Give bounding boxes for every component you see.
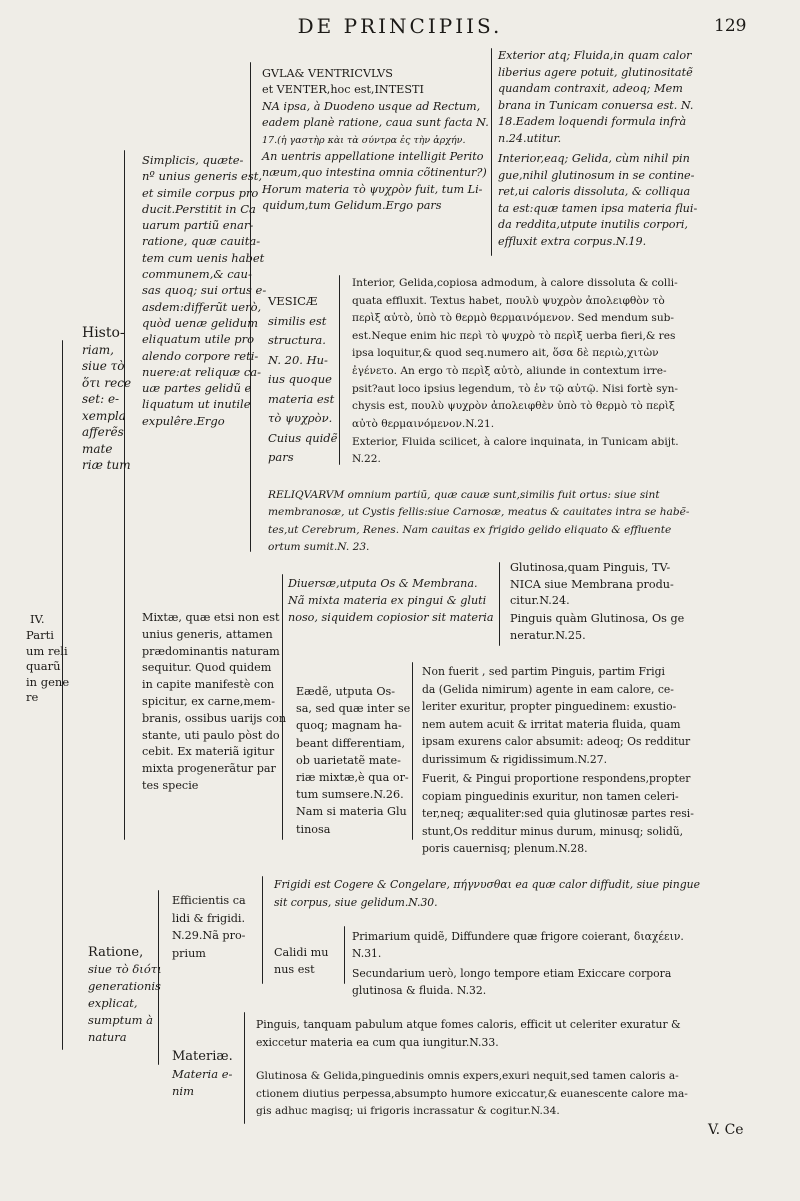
- brace-vesicae: [339, 275, 340, 465]
- interior-copiosa-block: Interior, Gelida,copiosa admodum, à calore dissoluta & colli- quata effluxit. Textus habet, πουλὺ ψυχρὸν ἀπολειφθὸν τὸ περὶξ αὐτὸ, ὑπὸ τὸ θερμὸ θερμαινόμενον. Sed mendum sub- est.Neque enim hic περὶ τὸ ψυχρὸ τὸ περὶξ uerba fieri,& res ipsa loquitur,& quod seq.numero ait, ὅσα δὲ περιὼ,χιτὼν ἐγένετο. An ergo τὸ περὶξ αὐτὸ, aliunde in contextum irre- psit?aut loco ipsius legendum, τὸ ἐν τῷ αὐτῷ. Nisi fortè syn- chysis est, πουλὺ ψυχρὸν ἀπολειφθὲν ὑπὸ τὸ θερμὸ τὸ περὶξ αὐτὸ θερμαινόμενον.N.21.: [352, 277, 679, 430]
- fuerit-block: Fuerit, & Pingui proportione respondens,propter copiam pinguedinis exuritur, non tamen celeri- ter,neq; æqualiter:sed quia glutinosæ partes resi- stunt,Os redditur minus durum, minusq; solidũ, poris cauernisq; plenum.N.28.: [422, 772, 694, 855]
- page-number: 129: [714, 16, 747, 36]
- historiam-block: Histo- riam, siue τὸ ὅτι rece set: e- xempla afferẽs mate riæ tum: [82, 325, 132, 472]
- brace-materiae: [244, 1012, 245, 1124]
- mixtae-block: Mixtæ, quæ etsi non est unius generis, attamen prædominantis naturam sequitur. Quod quidem in capite manifestè con spicitur, ex carne,mem- branis, ossibus uarijs con stante, uti paulo pòst do cebit. Ex materiã igitur mixta progenerãtur par tes specie: [142, 611, 287, 792]
- vesicae-block: VESICÆ similis est structura. N. 20. Hu- ius quoque materia est τὸ ψυχρὸν. Cuius quidẽ pars: [268, 294, 338, 464]
- non-fuerit-block: Non fuerit , sed partim Pinguis, partim Frigi da (Gelida nimirum) agente in eam calore, ce- leriter exuritur, propter pinguedinem: exustio- nem autem acuit & irritat materia fluida, quam ipsam exurens calor absumit: adeoq; Os redditur durissimum & rigidissimum.N.27.: [422, 665, 691, 766]
- pinguis-pabulum-block: Pinguis, tanquam pabulum atque fomes caloris, efficit ut celeriter exuratur & exiccetur materia ea cum qua iungitur.N.33.: [256, 1018, 681, 1049]
- exterior-fluida-block: Exterior atq; Fluida,in quam calor liberius agere potuit, glutinositatẽ quandam contraxit, adeoq; Mem brana in Tunicam conuersa est. N. 18.Eadem loquendi formula infrà n.24.utitur.: [498, 49, 694, 145]
- materiae-block: Materiæ. Materia e- nim: [172, 1049, 233, 1098]
- interior-gelida-block: Interior,eaq; Gelida, cùm nihil pin gue,nihil glutinosum in se contine- ret,ui caloris dissoluta, & colliqua ta est:quæ tamen ipsa materia flui- da reddita,utpute inutilis corpori, effluxit extra corpus.N.19.: [498, 152, 698, 248]
- brace-eaedem: [412, 662, 413, 840]
- running-header: DE PRINCIPIIS.: [297, 14, 503, 38]
- exterior-inquinata-block: Exterior, Fluida scilicet, à calore inquinata, in Tunicam abijt. N.22.: [352, 436, 679, 465]
- frigidi-block: Frigidi est Cogere & Congelare, πήγνυσθαι ea quæ calor diffudit, siue pingue sit corpus, siue gelidum.N.30.: [274, 878, 700, 909]
- efficientis-block: Efficientis ca lidi & frigidi. N.29.Nã pro- prium: [172, 894, 246, 960]
- eaedem-block: Eædẽ, utputa Os- sa, sed quæ inter se quoq; magnam ha- beant differentiam, ob uarietatẽ mate- riæ mixtæ,è qua or- tum sumsere.N.26. Nam si materia Glu tinosa: [296, 685, 411, 836]
- gula-block: GVLA& VENTRICVLVS et VENTER,hoc est,INTESTI NA ipsa, à Duodeno usque ad Rectum, eadem planè ratione, caua sunt facta N. 17.(ἡ γαστὴρ κὰι τὰ σύντρα ἐς τὴν ἀρχήν. An uentris appellatione intelligit Perito næum,quo intestina omnia cõtinentur?) Horum materia τὸ ψυχρὸν fuit, tum Li- quidum,tum Gelidum.Ergo pars: [262, 67, 489, 213]
- primarium-block: Primarium quidẽ, Diffundere quæ frigore coierant, διαχέειν. N.31.: [352, 930, 684, 960]
- brace-historiam: [124, 150, 125, 840]
- ratione-block: Ratione, siue τὸ διότι generationis explicat, sumptum à natura: [88, 945, 162, 1044]
- brace-efficientis: [262, 876, 263, 984]
- brace-gula: [491, 48, 492, 256]
- roman-iv: IV.: [30, 612, 45, 626]
- glutinosa-gelida-block: Glutinosa & Gelida,pinguedinis omnis expers,exuri nequit,sed tamen caloris a- ctionem diutius perpessa,absumpto humore exiccatur,& euanescente calore ma- gis adhuc magisq; ui frigoris incrassatur & cogitur.N.34.: [256, 1070, 688, 1117]
- brace-calidi: [344, 926, 345, 984]
- diuersae-block: Diuersæ,utputa Os & Membrana. Nã mixta materia ex pingui & gluti noso, siquidem copiosior sit materia: [288, 577, 494, 624]
- brace-diuersae: [499, 562, 500, 646]
- pinguis-os-block: Pinguis quàm Glutinosa, Os ge neratur.N.25.: [510, 612, 685, 642]
- glutinosa-tunica-block: Glutinosa,quam Pinguis, TV- NICA siue Membrana produ- citur.N.24.: [510, 561, 674, 607]
- partium-reliquarum: Parti um reli quarũ in gene re: [26, 628, 70, 704]
- secundarium-block: Secundarium uerò, longo tempore etiam Exiccare corpora glutinosa & fluida. N.32.: [352, 967, 672, 997]
- calidi-block: Calidi mu nus est: [274, 946, 329, 976]
- reliquarum-block: RELIQVARVM omnium partiũ, quæ cauæ sunt,similis fuit ortus: siue sint membranosæ, ut Cystis fellis:siue Carnosæ, meatus & cauitates intra se habẽ- tes,ut Cerebrum, Renes. Nam cauitas ex frigido gelido eliquato & effluente ortum sumit.N. 23.: [268, 489, 690, 553]
- simplicis-block: Simplicis, quæte- nº unius generis est, et simile corpus pro ducit.Perstitit in Ca uarum partiũ enar- ratione, quæ cauita- tem cum uenis habet communem,& cau- sas quoq; sui ortus e- asdem:differũt uerò, quòd uenæ gelidum eliquatum utile pro alendo corpore reti- nuere:at reliquæ ca- uæ partes gelidũ e liquatum ut inutile expulêre.Ergo: [142, 153, 267, 428]
- catchword: V. Ce: [708, 1122, 744, 1138]
